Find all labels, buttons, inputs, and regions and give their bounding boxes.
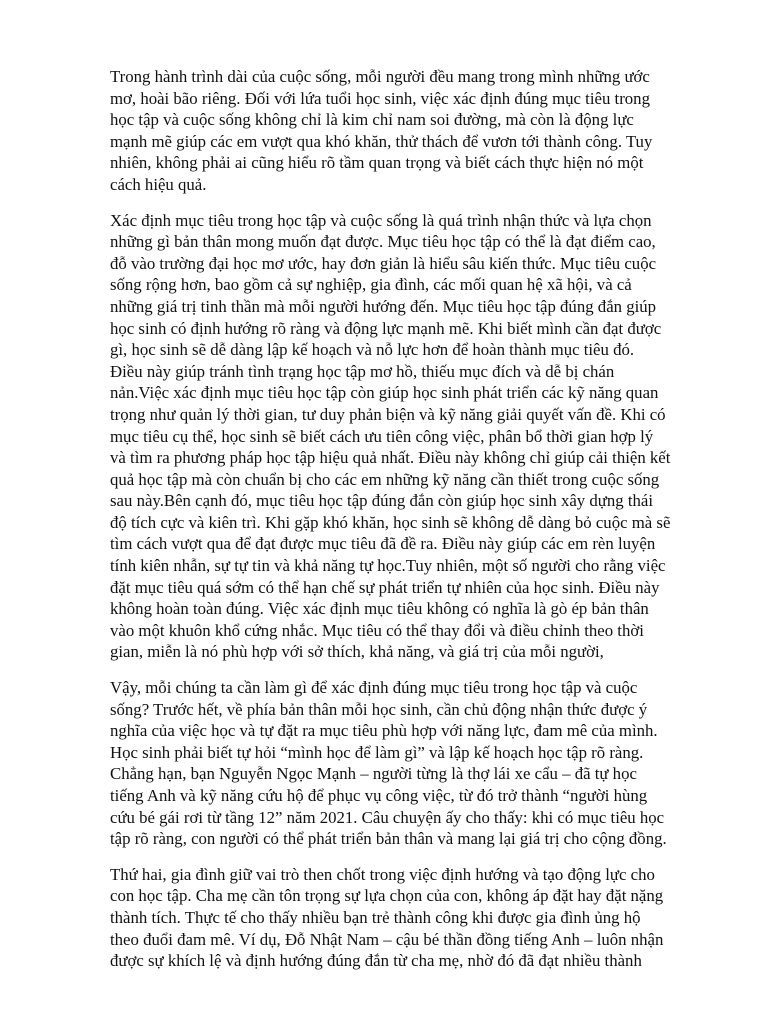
text-line: theo đuổi đam mê. Ví dụ, Đỗ Nhật Nam – cậu bé thần đồng tiếng Anh – luôn nhận: [110, 929, 664, 949]
text-line: sống? Trước hết, về phía bản thân mỗi học sinh, cần chủ động nhận thức được ý: [110, 699, 648, 719]
text-line: mục tiêu cụ thể, học sinh sẽ biết cách ưu tiên công việc, phân bổ thời gian hợp lý: [110, 426, 654, 446]
paragraph-1: [110, 66, 714, 196]
text-line: Chẳng hạn, bạn Nguyễn Ngọc Mạnh – người từng là thợ lái xe cẩu – đã tự học: [110, 764, 637, 784]
text-line: vào một khuôn khổ cứng nhắc. Mục tiêu có thể thay đổi và điều chỉnh theo thời: [110, 620, 644, 640]
text-line: sống rộng hơn, bao gồm cả sự nghiệp, gia đình, các mối quan hệ xã hội, và cả: [110, 275, 632, 295]
text-line: và tìm ra phương pháp học tập hiệu quả nhất. Điều này không chỉ giúp cải thiện kết: [110, 448, 671, 468]
text-line: tính kiên nhẫn, sự tự tin và khả năng tự học.Tuy nhiên, một số người cho rằng việc: [110, 556, 666, 576]
text-line: sau này.Bên cạnh đó, mục tiêu học tập đúng đắn còn giúp học sinh xây dựng thái: [110, 491, 654, 511]
text-line: Thứ hai, gia đình giữ vai trò then chốt trong việc định hướng và tạo động lực cho: [110, 864, 655, 884]
text-line: đỗ vào trường đại học mơ ước, hay đơn giản là hiểu sâu kiến thức. Mục tiêu cuộc: [110, 253, 657, 273]
paragraph-3: [110, 677, 714, 850]
paragraph-4: [110, 864, 714, 972]
text-line: quả học tập mà còn chuẩn bị cho các em những kỹ năng cần thiết trong cuộc sống: [110, 469, 660, 489]
text-line: nghĩa của việc học và tự đặt ra mục tiêu phù hợp với năng lực, đam mê của mình.: [110, 721, 658, 741]
text-line: độ tích cực và kiên trì. Khi gặp khó khăn, học sinh sẽ không dễ dàng bỏ cuộc mà sẽ: [110, 512, 671, 532]
text-line: Xác định mục tiêu trong học tập và cuộc sống là quá trình nhận thức và lựa chọn: [110, 210, 652, 230]
text-line: gì, học sinh sẽ dễ dàng lập kế hoạch và nỗ lực hơn để hoàn thành mục tiêu đó.: [110, 340, 635, 360]
text-line: Vậy, mỗi chúng ta cần làm gì để xác định đúng mục tiêu trong học tập và cuộc: [110, 678, 638, 698]
text-line: trọng như quản lý thời gian, tư duy phản biện và kỹ năng giải quyết vấn đề. Khi có: [110, 404, 666, 424]
text-line: mạnh mẽ giúp các em vượt qua khó khăn, thử thách để vươn tới thành công. Tuy: [110, 131, 653, 151]
text-line: gian, miễn là nó phù hợp với sở thích, khả năng, và giá trị của mỗi người,: [110, 642, 604, 662]
text-line: thành tích. Thực tế cho thấy nhiều bạn trẻ thành công khi được gia đình ủng hộ: [110, 907, 641, 927]
text-line: Điều này giúp tránh tình trạng học tập mơ hồ, thiếu mục đích và dễ bị chán: [110, 361, 615, 381]
text-line: tiếng Anh và kỹ năng cứu hộ để phục vụ công việc, từ đó trở thành “người hùng: [110, 786, 648, 805]
text-line: những giá trị tinh thần mà mỗi người hướng đến. Mục tiêu học tập đúng đắn giúp: [110, 296, 657, 316]
text-line: cứu bé gái rơi từ tầng 12” năm 2021. Câu chuyện ấy cho thấy: khi có mục tiêu học: [110, 807, 665, 827]
text-line: con học tập. Cha mẹ cần tôn trọng sự lựa chọn của con, không áp đặt hay đặt nặng: [110, 886, 664, 906]
text-line: tìm cách vượt qua để đạt được mục tiêu đã đề ra. Điều này giúp các em rèn luyện: [110, 534, 656, 554]
text-line: Trong hành trình dài của cuộc sống, mỗi người đều mang trong mình những ước: [110, 67, 650, 86]
text-line: được sự khích lệ và định hướng đúng đắn từ cha mẹ, nhờ đó đã đạt nhiều thành: [110, 951, 642, 971]
text-line: cách hiệu quả.: [110, 174, 207, 194]
text-line: mơ, hoài bão riêng. Đối với lứa tuổi học sinh, việc xác định đúng mục tiêu trong: [110, 88, 650, 108]
paragraph-2: [110, 210, 714, 663]
text-line: học tập và cuộc sống không chỉ là kim chỉ nam soi đường, mà còn là động lực: [110, 110, 634, 130]
text-line: đặt mục tiêu quá sớm có thể hạn chế sự phát triển tự nhiên của học sinh. Điều này: [110, 577, 660, 597]
text-line: không hoàn toàn đúng. Việc xác định mục tiêu không có nghĩa là gò ép bản thân: [110, 599, 649, 619]
text-line: nhiên, không phải ai cũng hiểu rõ tầm quan trọng và biết cách thực hiện nó một: [110, 153, 644, 173]
text-line: nản.Việc xác định mục tiêu học tập còn giúp học sinh phát triển các kỹ năng quan: [110, 383, 659, 403]
text-line: Học sinh phải biết tự hỏi “mình học để làm gì” và lập kế hoạch học tập rõ ràng.: [110, 742, 644, 762]
text-line: tập rõ ràng, con người có thể phát triển bản thân và mang lại giá trị cho cộng đồng.: [110, 829, 667, 849]
text-line: học sinh có định hướng rõ ràng và động lực mạnh mẽ. Khi biết mình cần đạt được: [110, 318, 662, 338]
text-line: những gì bản thân mong muốn đạt được. Mục tiêu học tập có thể là đạt điểm cao,: [110, 232, 656, 252]
